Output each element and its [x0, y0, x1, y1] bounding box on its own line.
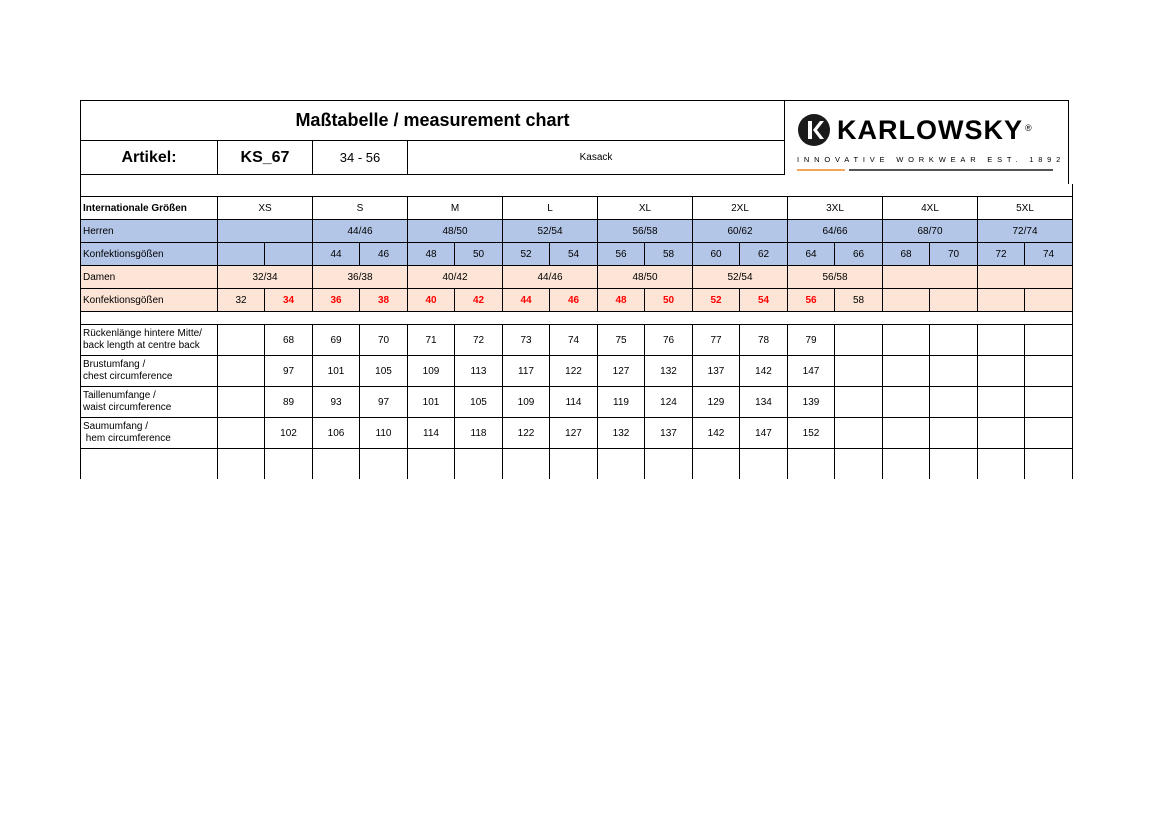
herren-konf-cell: 74: [1025, 243, 1073, 266]
measurement-value: 113: [455, 356, 503, 387]
damen-konf-cell: 58: [835, 289, 883, 312]
empty-cell: [81, 449, 218, 480]
measurement-label: [81, 325, 218, 356]
measurement-value: [978, 356, 1025, 387]
measurement-row: [81, 356, 1073, 387]
herren-size-cell: 60/62: [693, 220, 788, 243]
measurement-value: 89: [265, 387, 313, 418]
size-range: 34 - 56: [313, 141, 408, 174]
measurement-value: 122: [550, 356, 598, 387]
herren-konf-cell: 66: [835, 243, 883, 266]
damen-size-cell: [978, 266, 1073, 289]
measurement-value: 97: [265, 356, 313, 387]
empty-cell: [408, 184, 455, 197]
karlowsky-logo: [785, 101, 1068, 184]
article-number: KS_67: [218, 141, 313, 174]
damen-label: Damen: [81, 266, 218, 289]
measurement-value: 118: [455, 418, 503, 449]
damen-size-cell: 44/46: [503, 266, 598, 289]
herren-konf-cell: 68: [883, 243, 930, 266]
measurement-label-en: chest circumference: [83, 371, 173, 382]
empty-cell: [218, 184, 265, 197]
logo-tagline: INNOVATIVE WORKWEAR EST. 1892: [797, 155, 1066, 164]
measurement-value: 110: [360, 418, 408, 449]
measurement-value: 142: [693, 418, 740, 449]
damen-konf-cell: [1025, 289, 1073, 312]
empty-cell: [788, 184, 835, 197]
measurement-value: 122: [503, 418, 550, 449]
logo-underline: [797, 169, 1053, 172]
measurement-value: 139: [788, 387, 835, 418]
measurement-label-de: Rückenlänge hintere Mitte/: [83, 327, 202, 339]
intl-size-cell: L: [503, 197, 598, 220]
damen-row: [81, 266, 1073, 289]
herren-size-cell: 52/54: [503, 220, 598, 243]
empty-cell: [1025, 184, 1073, 197]
measurement-value: 132: [598, 418, 645, 449]
empty-row: [81, 449, 1073, 480]
measurement-value: [930, 418, 978, 449]
damen-konf-cell: 40: [408, 289, 455, 312]
empty-cell: [455, 449, 503, 480]
empty-cell: [550, 184, 598, 197]
measurement-value: 114: [408, 418, 455, 449]
measurement-value: 76: [645, 325, 693, 356]
intl-size-cell: XS: [218, 197, 313, 220]
spacer-row: [81, 184, 1073, 197]
measurement-value: 147: [740, 418, 788, 449]
empty-cell: [408, 449, 455, 480]
herren-konf-cell: 56: [598, 243, 645, 266]
measurement-value: [1025, 387, 1073, 418]
empty-cell: [455, 184, 503, 197]
measurement-value: 105: [360, 356, 408, 387]
measurement-value: [883, 418, 930, 449]
empty-cell: [598, 184, 645, 197]
intl-size-cell: 2XL: [693, 197, 788, 220]
measurement-value: 93: [313, 387, 360, 418]
measurement-value: 72: [455, 325, 503, 356]
damen-konf-cell: 48: [598, 289, 645, 312]
measurement-label: [81, 356, 218, 387]
herren-konf-cell: [218, 243, 265, 266]
measurement-label: [81, 387, 218, 418]
measurement-value: [218, 356, 265, 387]
damen-konf-cell: 44: [503, 289, 550, 312]
measurement-value: [978, 418, 1025, 449]
measurement-sheet: [80, 100, 1069, 479]
measurement-row: [81, 325, 1073, 356]
measurement-value: [1025, 325, 1073, 356]
empty-cell: [360, 184, 408, 197]
empty-cell: [313, 449, 360, 480]
measurement-value: 70: [360, 325, 408, 356]
intl-size-cell: XL: [598, 197, 693, 220]
empty-cell: [835, 184, 883, 197]
damen-konf-cell: 56: [788, 289, 835, 312]
measurement-value: 117: [503, 356, 550, 387]
measurement-value: 137: [693, 356, 740, 387]
page-title: Maßtabelle / measurement chart: [81, 101, 785, 141]
empty-cell: [740, 184, 788, 197]
herren-konf-cell: 54: [550, 243, 598, 266]
damen-konf-cell: 42: [455, 289, 503, 312]
empty-cell: [693, 184, 740, 197]
measurement-value: 147: [788, 356, 835, 387]
herren-konf-cell: 50: [455, 243, 503, 266]
measurement-value: 75: [598, 325, 645, 356]
measurement-value: 69: [313, 325, 360, 356]
size-table: [80, 184, 1073, 479]
measurement-value: [835, 418, 883, 449]
article-label: Artikel:: [81, 141, 218, 174]
measurement-value: 152: [788, 418, 835, 449]
intl-size-cell: 5XL: [978, 197, 1073, 220]
measurement-value: [883, 325, 930, 356]
measurement-value: 134: [740, 387, 788, 418]
empty-cell: [883, 184, 930, 197]
damen-konf-cell: [978, 289, 1025, 312]
empty-cell: [835, 449, 883, 480]
measurement-value: 105: [455, 387, 503, 418]
herren-size-cell: 68/70: [883, 220, 978, 243]
measurement-value: 101: [408, 387, 455, 418]
empty-cell: [81, 312, 1073, 325]
measurement-value: [1025, 418, 1073, 449]
empty-cell: [883, 449, 930, 480]
empty-cell: [645, 449, 693, 480]
measurement-value: [1025, 356, 1073, 387]
damen-konf-label: Konfektionsgößen: [81, 289, 218, 312]
herren-konf-cell: 70: [930, 243, 978, 266]
empty-cell: [503, 449, 550, 480]
herren-konf-cell: 44: [313, 243, 360, 266]
empty-cell: [265, 449, 313, 480]
empty-cell: [265, 184, 313, 197]
damen-konf-cell: 52: [693, 289, 740, 312]
measurement-value: 73: [503, 325, 550, 356]
measurement-value: 79: [788, 325, 835, 356]
damen-size-cell: 48/50: [598, 266, 693, 289]
empty-cell: [550, 449, 598, 480]
measurement-value: [835, 356, 883, 387]
measurement-row: [81, 418, 1073, 449]
measurement-value: 68: [265, 325, 313, 356]
karlowsky-logo-icon: [797, 113, 831, 147]
empty-cell: [978, 449, 1025, 480]
empty-cell: [218, 449, 265, 480]
sheet-header: [80, 100, 1069, 184]
herren-size-cell: 44/46: [313, 220, 408, 243]
measurement-value: [883, 356, 930, 387]
empty-cell: [503, 184, 550, 197]
damen-size-cell: 32/34: [218, 266, 313, 289]
measurement-value: [883, 387, 930, 418]
herren-konf-row: [81, 243, 1073, 266]
herren-size-cell: 48/50: [408, 220, 503, 243]
measurement-label-en: hem circumference: [83, 433, 171, 444]
measurement-value: 71: [408, 325, 455, 356]
empty-cell: [360, 449, 408, 480]
damen-konf-cell: 54: [740, 289, 788, 312]
damen-konf-cell: 46: [550, 289, 598, 312]
logo-wordmark: KARLOWSKY: [837, 114, 1023, 145]
measurement-value: 124: [645, 387, 693, 418]
damen-size-cell: 52/54: [693, 266, 788, 289]
herren-konf-cell: 60: [693, 243, 740, 266]
measurement-label-de: Brustumfang /: [83, 358, 146, 370]
empty-cell: [978, 184, 1025, 197]
empty-cell: [693, 449, 740, 480]
measurement-label-en: back length at centre back: [83, 340, 200, 351]
damen-konf-cell: 34: [265, 289, 313, 312]
herren-konf-cell: [265, 243, 313, 266]
measurement-value: 127: [550, 418, 598, 449]
intl-size-cell: S: [313, 197, 408, 220]
herren-size-cell: 72/74: [978, 220, 1073, 243]
measurement-row: [81, 387, 1073, 418]
damen-size-cell: 56/58: [788, 266, 883, 289]
measurement-value: [978, 325, 1025, 356]
herren-konf-label: Konfektionsgößen: [81, 243, 218, 266]
damen-size-cell: 36/38: [313, 266, 408, 289]
damen-konf-cell: 50: [645, 289, 693, 312]
measurement-value: 132: [645, 356, 693, 387]
herren-size-cell: 56/58: [598, 220, 693, 243]
measurement-value: 119: [598, 387, 645, 418]
empty-cell: [930, 449, 978, 480]
intl-sizes-row: [81, 197, 1073, 220]
intl-sizes-label: Internationale Größen: [81, 197, 218, 220]
empty-cell: [788, 449, 835, 480]
empty-cell: [740, 449, 788, 480]
spacer-row-2: [81, 312, 1073, 325]
intl-size-cell: M: [408, 197, 503, 220]
intl-size-cell: 4XL: [883, 197, 978, 220]
damen-konf-row: [81, 289, 1073, 312]
measurement-value: 109: [503, 387, 550, 418]
measurement-label-de: Saumumfang /: [83, 420, 149, 432]
herren-konf-cell: 64: [788, 243, 835, 266]
measurement-value: 137: [645, 418, 693, 449]
intl-size-cell: 3XL: [788, 197, 883, 220]
measurement-value: 114: [550, 387, 598, 418]
herren-konf-cell: 46: [360, 243, 408, 266]
measurement-value: [978, 387, 1025, 418]
measurement-value: 77: [693, 325, 740, 356]
measurement-label-en: waist circumference: [83, 402, 172, 413]
measurement-value: [835, 387, 883, 418]
empty-cell: [645, 184, 693, 197]
article-info-row: [81, 141, 785, 175]
measurement-value: [930, 356, 978, 387]
measurement-value: [218, 418, 265, 449]
measurement-value: 142: [740, 356, 788, 387]
damen-konf-cell: 36: [313, 289, 360, 312]
measurement-value: [930, 325, 978, 356]
logo-registered: ®: [1025, 123, 1032, 133]
herren-konf-cell: 52: [503, 243, 550, 266]
empty-cell: [313, 184, 360, 197]
measurement-value: 102: [265, 418, 313, 449]
product-name: Kasack: [579, 152, 613, 163]
herren-konf-cell: 58: [645, 243, 693, 266]
measurement-value: [218, 387, 265, 418]
damen-konf-cell: 38: [360, 289, 408, 312]
measurement-value: 106: [313, 418, 360, 449]
damen-konf-cell: [930, 289, 978, 312]
damen-konf-cell: [883, 289, 930, 312]
empty-cell: [930, 184, 978, 197]
measurement-value: 78: [740, 325, 788, 356]
herren-row: [81, 220, 1073, 243]
measurement-value: [218, 325, 265, 356]
herren-label: Herren: [81, 220, 218, 243]
measurement-label: [81, 418, 218, 449]
herren-size-cell: [218, 220, 313, 243]
damen-size-cell: 40/42: [408, 266, 503, 289]
measurement-label-de: Taillenumfange /: [83, 389, 156, 401]
damen-konf-cell: 32: [218, 289, 265, 312]
measurement-value: [835, 325, 883, 356]
measurement-value: 101: [313, 356, 360, 387]
measurement-value: 97: [360, 387, 408, 418]
empty-cell: [1025, 449, 1073, 480]
empty-cell: [81, 184, 218, 197]
empty-cell: [598, 449, 645, 480]
herren-konf-cell: 72: [978, 243, 1025, 266]
measurement-value: 129: [693, 387, 740, 418]
measurement-value: 109: [408, 356, 455, 387]
herren-konf-cell: 62: [740, 243, 788, 266]
measurement-value: [930, 387, 978, 418]
herren-konf-cell: 48: [408, 243, 455, 266]
measurement-value: 127: [598, 356, 645, 387]
herren-size-cell: 64/66: [788, 220, 883, 243]
measurement-value: 74: [550, 325, 598, 356]
damen-size-cell: [883, 266, 978, 289]
